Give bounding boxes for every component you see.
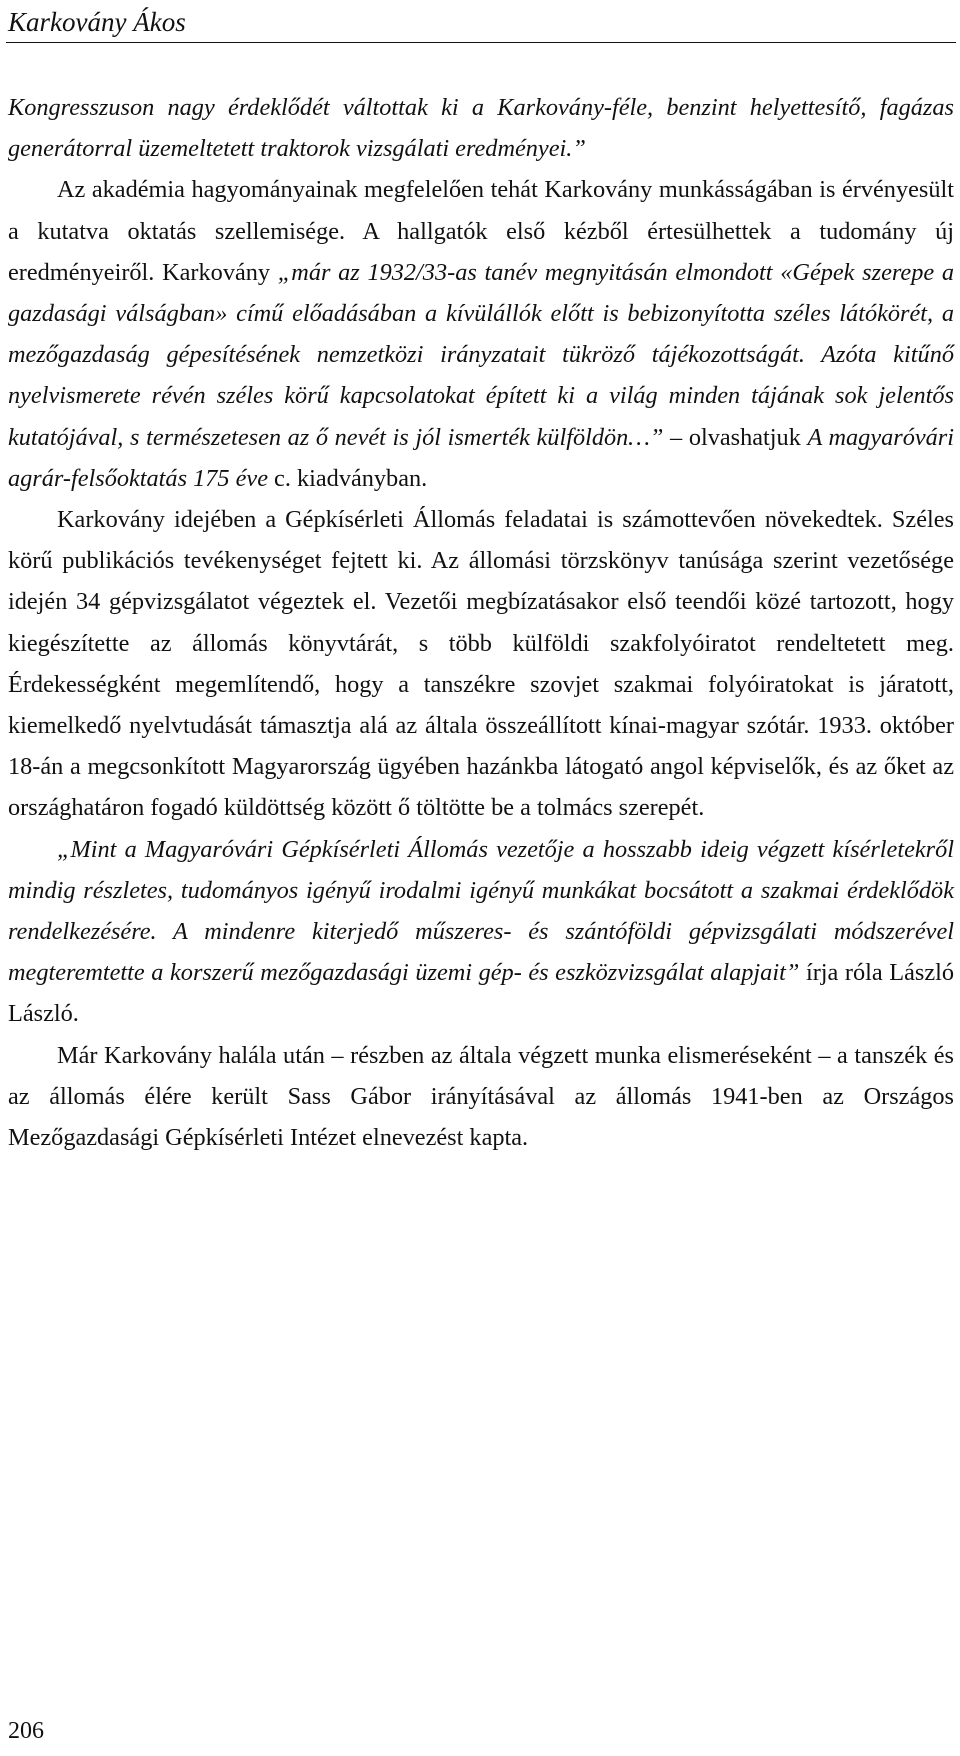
paragraph-station-tasks: Karkovány idejében a Gépkísérleti Állomás feladatai is számottevően növekedtek. Széles körű publikációs tevékenységet fejtett ki. Az állomási törzskönyv tanúsága szerint vezetősége idején 34 gépvizsgálatot végeztek el. Vezetői megbízatásakor első teendői közé tartozott, hogy kiegészítette az állomás könyvtárát, s több külföldi szakfolyóiratot rendeltetett meg. Érdekességként megemlítendő, hogy a tanszékre szovjet szakmai folyóiratokat is járatott, kiemelkedő nyelvtudását támasztja alá az általa összeállított kínai-magyar szótár. 1933. október 18-án a megcsonkított Magyarország ügyében hazánkba látogató angol képviselők, és az őket az országhatáron fogadó küldöttség között ő töltötte be a tolmács szerepét.	[8, 506, 954, 822]
page-number: 206	[8, 1718, 44, 1744]
laszlo-attribution: írja róla László László.	[8, 959, 955, 1028]
paragraph-academy-intro: Az akadémia hagyományainak megfelelően tehát Karkovány munkásságában is érvényesült a kutatva oktatás szellemisége. A hallgatók első kézből értesülhettek a tudomány új eredményeiről. Karkovány	[8, 176, 954, 286]
paragraph-academy-quote: „már az 1932/33-as tanév megnyitásán elmondott «Gépek szerepe a gazdasági válságban» című előadásában a kívülállók előtt is bebizonyította széles látókörét, a mezőgazdaság gépesítésének nemzetközi irányzatait tükröző tájékozottságát. Azóta kitűnő nyelvismerete révén széles körű kapcsolatokat épített ki a világ minden tájának sok jelentős kutatójával, s természetesen az ő nevét is jól ismerték külföldön…”	[8, 258, 954, 451]
body-text	[8, 87, 954, 1158]
publication-title: A magyaróvári agrár-felsőoktatás 175 éve	[8, 423, 955, 492]
paragraph-after-death: Már Karkovány halála után – részben az általa végzett munka elismeréseként – a tanszék és az állomás élére került Sass Gábor irányításával az állomás 1941-ben az Országos Mezőgazdasági Gépkísérleti Intézet elnevezést kapta.	[8, 1041, 954, 1152]
paragraph-academy-attribution: – olvashatjuk	[663, 423, 808, 451]
laszlo-quote: „Mint a Magyaróvári Gépkísérleti Állomás vezetője a hosszabb ideig végzett kísérletekről mindig részletes, tudományos igényű irodalmi igényű munkákat bocsátott a szakmai érdeklődök rendelkezésére. A mindenre kiterjedő műszeres- és szántóföldi gépvizsgálati módszerével megteremtette a korszerű mezőgazdasági üzemi gép- és eszközvizsgálat alapjait”	[8, 835, 954, 987]
running-head-title: Karkovány Ákos	[8, 7, 186, 37]
header-divider	[6, 42, 956, 43]
paragraph-academy-end: c. kiadványban.	[267, 464, 428, 492]
paragraph-laszlo-quote	[8, 829, 954, 1035]
paragraph-academy	[8, 169, 954, 499]
paragraph-quote-end: Kongresszuson nagy érdeklődét váltottak ki a Karkovány-féle, benzint helyettesítő, fagázas generátorral üzemeltetett traktorok vizsgálati eredményei.”	[8, 94, 954, 163]
